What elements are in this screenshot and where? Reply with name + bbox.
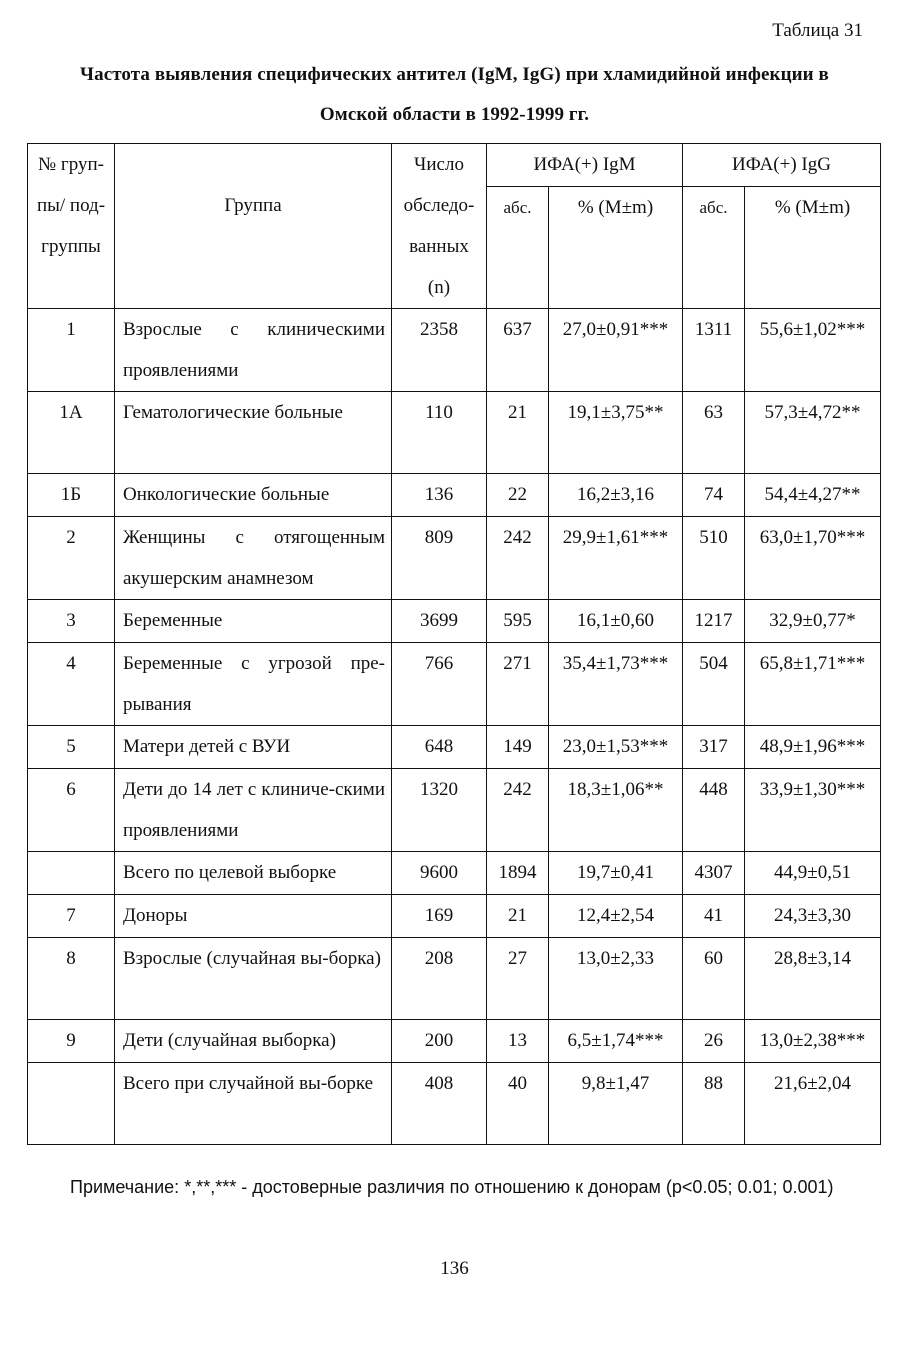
row-igg-pct: 28,8±3,14 bbox=[745, 938, 881, 1020]
table-title-continued: Омской области в 1992-1999 гг. bbox=[319, 104, 590, 125]
row-igg-pct: 65,8±1,71*** bbox=[745, 643, 881, 726]
row-group: Всего при случайной вы-борке bbox=[115, 1063, 392, 1145]
row-count: 9600 bbox=[392, 852, 487, 895]
row-igm-pct: 9,8±1,47 bbox=[549, 1063, 683, 1145]
table-row bbox=[28, 769, 881, 852]
row-igg-abs: 448 bbox=[683, 769, 745, 852]
row-count: 1320 bbox=[392, 769, 487, 852]
row-number: 8 bbox=[28, 938, 115, 1020]
row-count: 2358 bbox=[392, 309, 487, 392]
table-row bbox=[28, 474, 881, 517]
row-igg-abs: 1311 bbox=[683, 309, 745, 392]
header-igg-abs: абс. bbox=[683, 187, 745, 309]
row-group: Женщины с отягощенным акушерским анамнезом bbox=[115, 517, 392, 600]
row-igg-abs: 317 bbox=[683, 726, 745, 769]
row-number: 1 bbox=[28, 309, 115, 392]
row-number: 1Б bbox=[28, 474, 115, 517]
row-count: 408 bbox=[392, 1063, 487, 1145]
row-igg-abs: 4307 bbox=[683, 852, 745, 895]
row-igm-pct: 19,1±3,75** bbox=[549, 392, 683, 474]
header-row bbox=[28, 144, 881, 187]
row-group: Взрослые (случайная вы-борка) bbox=[115, 938, 392, 1020]
row-igm-abs: 1894 bbox=[487, 852, 549, 895]
row-igg-pct: 55,6±1,02*** bbox=[745, 309, 881, 392]
row-number bbox=[28, 1063, 115, 1145]
row-igg-pct: 63,0±1,70*** bbox=[745, 517, 881, 600]
row-igm-pct: 16,1±0,60 bbox=[549, 600, 683, 643]
row-igm-pct: 13,0±2,33 bbox=[549, 938, 683, 1020]
row-igg-pct: 54,4±4,27** bbox=[745, 474, 881, 517]
header-igg-pct: % (M±m) bbox=[745, 187, 881, 309]
row-igm-abs: 637 bbox=[487, 309, 549, 392]
row-igm-pct: 16,2±3,16 bbox=[549, 474, 683, 517]
header-igg: ИФА(+) IgG bbox=[683, 144, 881, 187]
row-igm-pct: 6,5±1,74*** bbox=[549, 1020, 683, 1063]
row-count: 136 bbox=[392, 474, 487, 517]
row-igg-pct: 44,9±0,51 bbox=[745, 852, 881, 895]
row-igg-pct: 21,6±2,04 bbox=[745, 1063, 881, 1145]
table-row bbox=[28, 895, 881, 938]
row-group: Дети до 14 лет с клиниче-скими проявлениями bbox=[115, 769, 392, 852]
row-igg-abs: 1217 bbox=[683, 600, 745, 643]
row-igm-pct: 18,3±1,06** bbox=[549, 769, 683, 852]
row-count: 766 bbox=[392, 643, 487, 726]
table-row bbox=[28, 726, 881, 769]
row-count: 208 bbox=[392, 938, 487, 1020]
row-igm-abs: 21 bbox=[487, 392, 549, 474]
table-title: Частота выявления специфических антител (IgM, IgG) при хламидийной инфекции в bbox=[80, 64, 829, 85]
row-igm-abs: 242 bbox=[487, 517, 549, 600]
header-group: Группа bbox=[115, 144, 392, 309]
row-igg-abs: 63 bbox=[683, 392, 745, 474]
table-row bbox=[28, 517, 881, 600]
row-igg-pct: 57,3±4,72** bbox=[745, 392, 881, 474]
row-igg-pct: 48,9±1,96*** bbox=[745, 726, 881, 769]
row-igg-abs: 510 bbox=[683, 517, 745, 600]
table-row bbox=[28, 643, 881, 726]
table-row bbox=[28, 600, 881, 643]
row-group: Доноры bbox=[115, 895, 392, 938]
row-count: 3699 bbox=[392, 600, 487, 643]
row-number: 4 bbox=[28, 643, 115, 726]
row-number: 3 bbox=[28, 600, 115, 643]
row-group: Беременные с угрозой пре-рывания bbox=[115, 643, 392, 726]
row-igm-abs: 271 bbox=[487, 643, 549, 726]
row-igg-abs: 26 bbox=[683, 1020, 745, 1063]
row-igm-pct: 23,0±1,53*** bbox=[549, 726, 683, 769]
table-row bbox=[28, 309, 881, 392]
row-group: Матери детей с ВУИ bbox=[115, 726, 392, 769]
row-igg-pct: 32,9±0,77* bbox=[745, 600, 881, 643]
row-igg-abs: 41 bbox=[683, 895, 745, 938]
row-igm-abs: 13 bbox=[487, 1020, 549, 1063]
header-igm-abs: абс. bbox=[487, 187, 549, 309]
row-count: 200 bbox=[392, 1020, 487, 1063]
row-igg-pct: 24,3±3,30 bbox=[745, 895, 881, 938]
row-igm-pct: 12,4±2,54 bbox=[549, 895, 683, 938]
row-igm-abs: 27 bbox=[487, 938, 549, 1020]
header-igm-pct: % (M±m) bbox=[549, 187, 683, 309]
row-group: Гематологические больные bbox=[115, 392, 392, 474]
row-igm-abs: 21 bbox=[487, 895, 549, 938]
row-igm-pct: 27,0±0,91*** bbox=[549, 309, 683, 392]
row-igg-pct: 33,9±1,30*** bbox=[745, 769, 881, 852]
row-number: 7 bbox=[28, 895, 115, 938]
row-group: Всего по целевой выборке bbox=[115, 852, 392, 895]
row-igm-pct: 29,9±1,61*** bbox=[549, 517, 683, 600]
table-row bbox=[28, 938, 881, 1020]
row-group: Взрослые с клиническими проявлениями bbox=[115, 309, 392, 392]
row-count: 648 bbox=[392, 726, 487, 769]
table-row bbox=[28, 1063, 881, 1145]
header-igm: ИФА(+) IgM bbox=[487, 144, 683, 187]
row-group: Дети (случайная выборка) bbox=[115, 1020, 392, 1063]
row-igm-abs: 149 bbox=[487, 726, 549, 769]
row-number bbox=[28, 852, 115, 895]
row-igm-pct: 35,4±1,73*** bbox=[549, 643, 683, 726]
page-number: 136 bbox=[440, 1258, 469, 1279]
row-igg-abs: 60 bbox=[683, 938, 745, 1020]
row-igm-abs: 40 bbox=[487, 1063, 549, 1145]
table-label: Таблица 31 bbox=[772, 20, 863, 41]
row-number: 1А bbox=[28, 392, 115, 474]
row-igg-abs: 74 bbox=[683, 474, 745, 517]
row-number: 5 bbox=[28, 726, 115, 769]
row-igm-abs: 22 bbox=[487, 474, 549, 517]
row-group: Беременные bbox=[115, 600, 392, 643]
row-igg-abs: 88 bbox=[683, 1063, 745, 1145]
row-count: 169 bbox=[392, 895, 487, 938]
row-igm-pct: 19,7±0,41 bbox=[549, 852, 683, 895]
row-igg-pct: 13,0±2,38*** bbox=[745, 1020, 881, 1063]
header-group-no: № груп- пы/ под- группы bbox=[28, 144, 115, 309]
table-row bbox=[28, 852, 881, 895]
row-igm-abs: 242 bbox=[487, 769, 549, 852]
row-igg-abs: 504 bbox=[683, 643, 745, 726]
table-row bbox=[28, 392, 881, 474]
row-count: 809 bbox=[392, 517, 487, 600]
row-number: 2 bbox=[28, 517, 115, 600]
row-number: 6 bbox=[28, 769, 115, 852]
table-row bbox=[28, 1020, 881, 1063]
row-group: Онкологические больные bbox=[115, 474, 392, 517]
row-count: 110 bbox=[392, 392, 487, 474]
data-table bbox=[27, 143, 881, 1145]
footnote: Примечание: *,**,*** - достоверные различия по отношению к донорам (p<0.05; 0.01; 0.001) bbox=[70, 1177, 834, 1197]
header-count: Число обследо- ванных (n) bbox=[392, 144, 487, 309]
row-igm-abs: 595 bbox=[487, 600, 549, 643]
row-number: 9 bbox=[28, 1020, 115, 1063]
